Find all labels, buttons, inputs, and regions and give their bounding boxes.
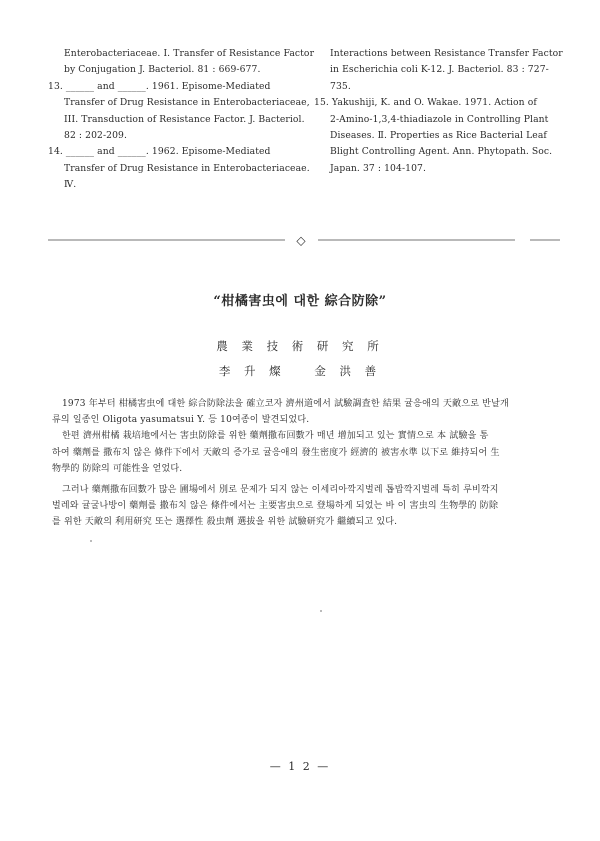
reference-line: 13. ______ and ______. 1961. Episome-Mediated (48, 80, 271, 92)
article-title: “柑橘害虫에 대한 綜合防除” (213, 294, 387, 309)
reference-line: Diseases. Ⅱ. Properties as Rice Bacterial Leaf (330, 130, 547, 142)
abstract-line: 하여 藥劑를 撒布치 않은 條件下에서 天敵의 증가로 귤응애의 發生密度가 經濟的 被害水準 以下로 維持되어 生 (52, 447, 500, 458)
abstract-line: 를 위한 天敵의 利用研究 또는 選擇性 殺虫劑 選拔을 위한 試驗研究가 繼續되고 있다. (52, 517, 398, 528)
reference-line: 2-Amino-1,3,4-thiadiazole in Controlling Plant (330, 113, 549, 125)
abstract-line: 1973 年부터 柑橘害虫에 대한 綜合防除法을 確立코자 濟州道에서 試驗調査한 結果 귤응애의 天敵으로 반날개 (62, 399, 509, 409)
reference-line: Blight Controlling Agent. Ann. Phytopath. Soc. (330, 146, 553, 158)
scan-speck (320, 610, 322, 612)
reference-line: Interactions between Resistance Transfer Factor (330, 48, 563, 59)
reference-line: 735. (330, 80, 351, 92)
abstract-line: 그러나 藥劑撒布回數가 많은 圃場에서 別로 문제가 되지 않는 이세리아깍지벌레 톱밥깍지벌레 특히 루비깍지 (62, 485, 499, 496)
divider-diamond-icon: ◇ (296, 233, 306, 248)
page-number: — 1 2 — (269, 760, 331, 773)
abstract-body (52, 396, 562, 531)
author-names (0, 363, 600, 379)
reference-line: in Escherichia coli K-12. J. Bacteriol. 83 : 727- (330, 64, 549, 76)
reference-line: 15. Yakushiji, K. and O. Wakae. 1971. Action of (314, 97, 537, 109)
abstract-line: 物學的 防除의 可能性을 얻었다. (52, 463, 183, 474)
reference-line: Transfer of Drug Resistance in Enterobacteriaceae, (64, 97, 310, 109)
author-1: 李 升 燦 (218, 364, 286, 378)
reference-line: Transfer of Drug Resistance in Enterobacteriaceae. (64, 162, 310, 174)
reference-line: Ⅳ. (64, 179, 77, 191)
abstract-line: 벌레와 귤굴나방이 藥劑를 撒布치 않은 條件에서는 主要害虫으로 登場하게 되었는 바 이 害虫의 生物學的 防除 (52, 501, 499, 512)
reference-line: Enterobacteriaceae. I. Transfer of Resistance Factor (64, 48, 315, 59)
abstract-line: 류의 일종인 Oligota yasumatsui Y. 등 10여종이 발견되었다. (52, 415, 310, 426)
abstract-line: 한편 濟州柑橘 栽培地에서는 害虫防除를 위한 藥劑撒布回數가 매년 增加되고 있는 實情으로 本 試驗을 통 (62, 431, 489, 442)
reference-line: 14. ______ and ______. 1962. Episome-Mediated (48, 146, 271, 158)
reference-line: Japan. 37 : 104-107. (330, 162, 427, 174)
author-2: 金 洪 善 (314, 364, 382, 378)
author-affiliation: 農 業 技 術 研 究 所 (216, 339, 384, 353)
references-left-column (48, 46, 315, 194)
scan-speck (90, 540, 92, 542)
reference-line: 82 : 202-209. (64, 130, 128, 142)
references-right-column (314, 46, 564, 177)
reference-line: by Conjugation J. Bacteriol. 81 : 669-677. (64, 64, 261, 76)
section-divider (0, 230, 600, 250)
reference-line: III. Transduction of Resistance Factor. J. Bacteriol. (64, 113, 305, 125)
